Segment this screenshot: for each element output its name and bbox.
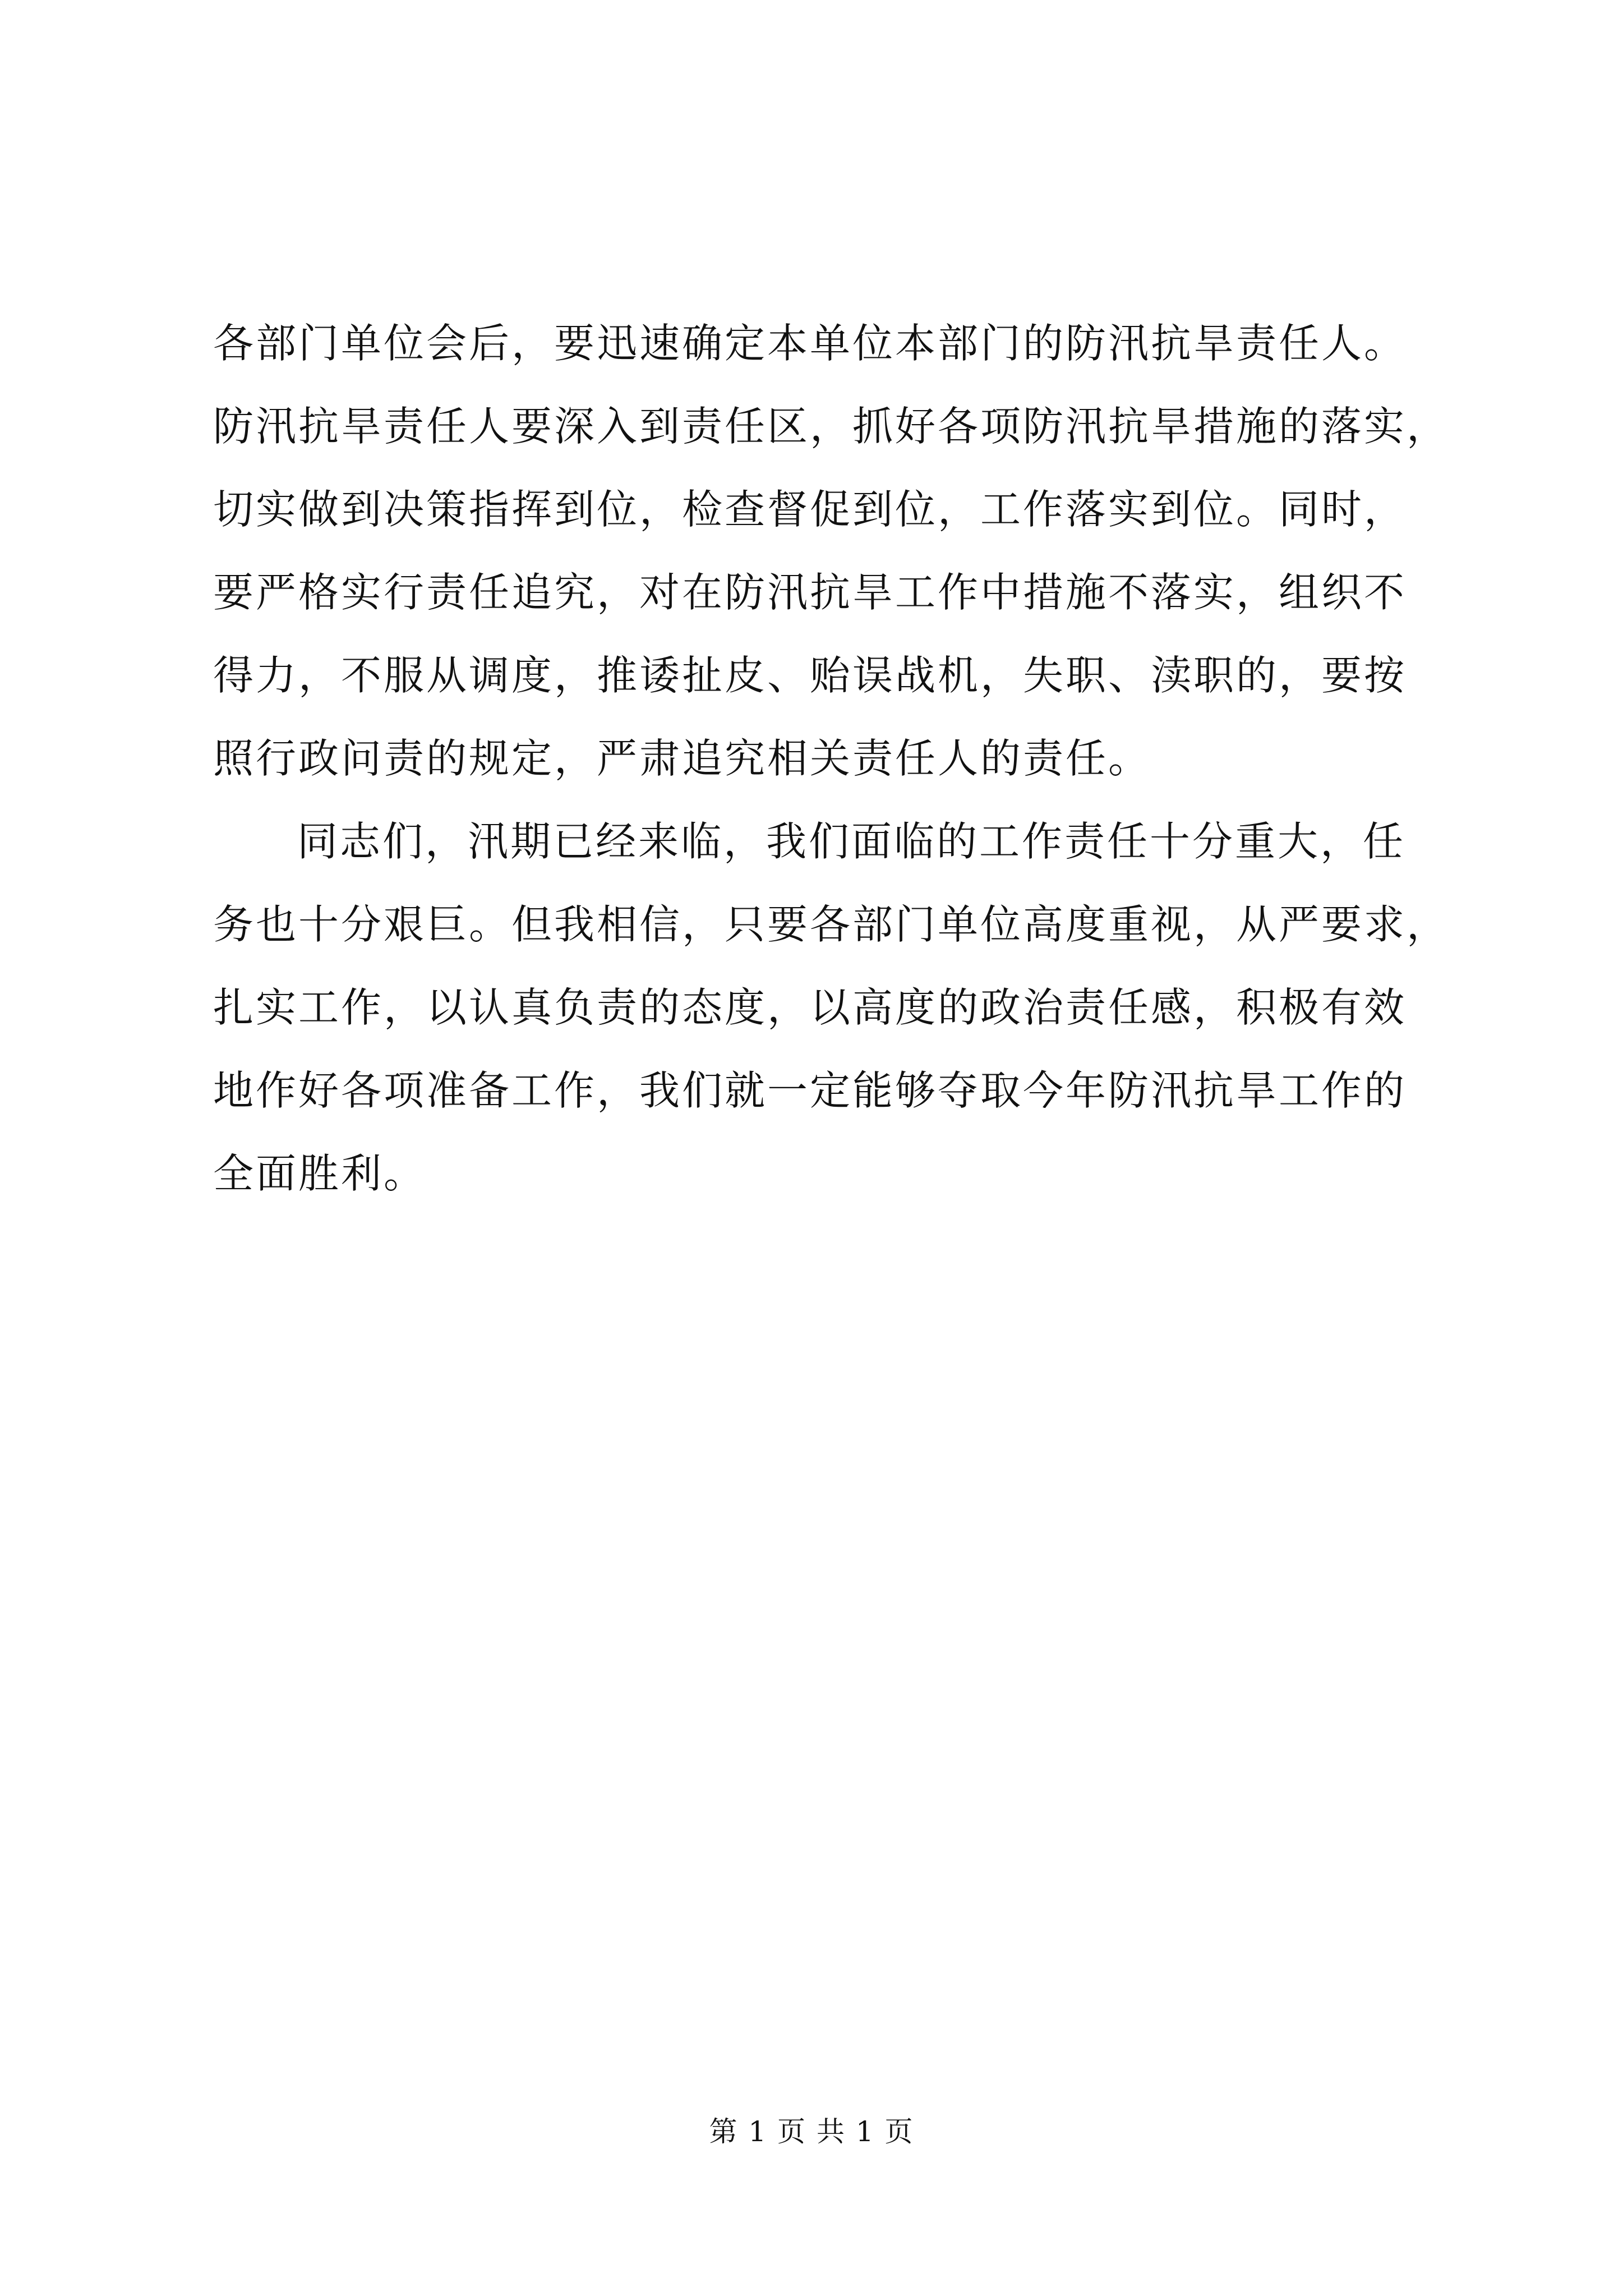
paragraph-1-line-5: 得力，不服从调度，推诿扯皮、贻误战机，失职、渎职的，要按 — [213, 652, 1407, 699]
paragraph-1-line-1: 各部门单位会后，要迅速确定本单位本部门的防汛抗旱责任人。 — [213, 320, 1407, 367]
page-number-footer: 第 1 页 共 1 页 — [709, 2115, 914, 2148]
paragraph-2-line-4: 地作好各项准备工作，我们就一定能够夺取今年防汛抗旱工作的 — [213, 1067, 1407, 1114]
paragraph-2-line-3: 扎实工作，以认真负责的态度，以高度的政治责任感，积极有效 — [213, 984, 1407, 1031]
paragraph-2-line-5: 全面胜利。 — [213, 1150, 427, 1197]
paragraph-1-line-2: 防汛抗旱责任人要深入到责任区，抓好各项防汛抗旱措施的落实， — [213, 403, 1450, 450]
paragraph-1-line-3: 切实做到决策指挥到位，检查督促到位，工作落实到位。同时， — [213, 486, 1407, 533]
paragraph-2-line-2: 务也十分艰巨。但我相信，只要各部门单位高度重视，从严要求， — [213, 901, 1450, 948]
paragraph-2-line-1: 同志们，汛期已经来临，我们面临的工作责任十分重大，任 — [297, 818, 1406, 865]
paragraph-1-line-6: 照行政问责的规定，严肃追究相关责任人的责任。 — [213, 735, 1151, 782]
document-body — [213, 302, 1481, 1215]
paragraph-1-line-4: 要严格实行责任追究，对在防汛抗旱工作中措施不落实，组织不 — [213, 569, 1407, 616]
